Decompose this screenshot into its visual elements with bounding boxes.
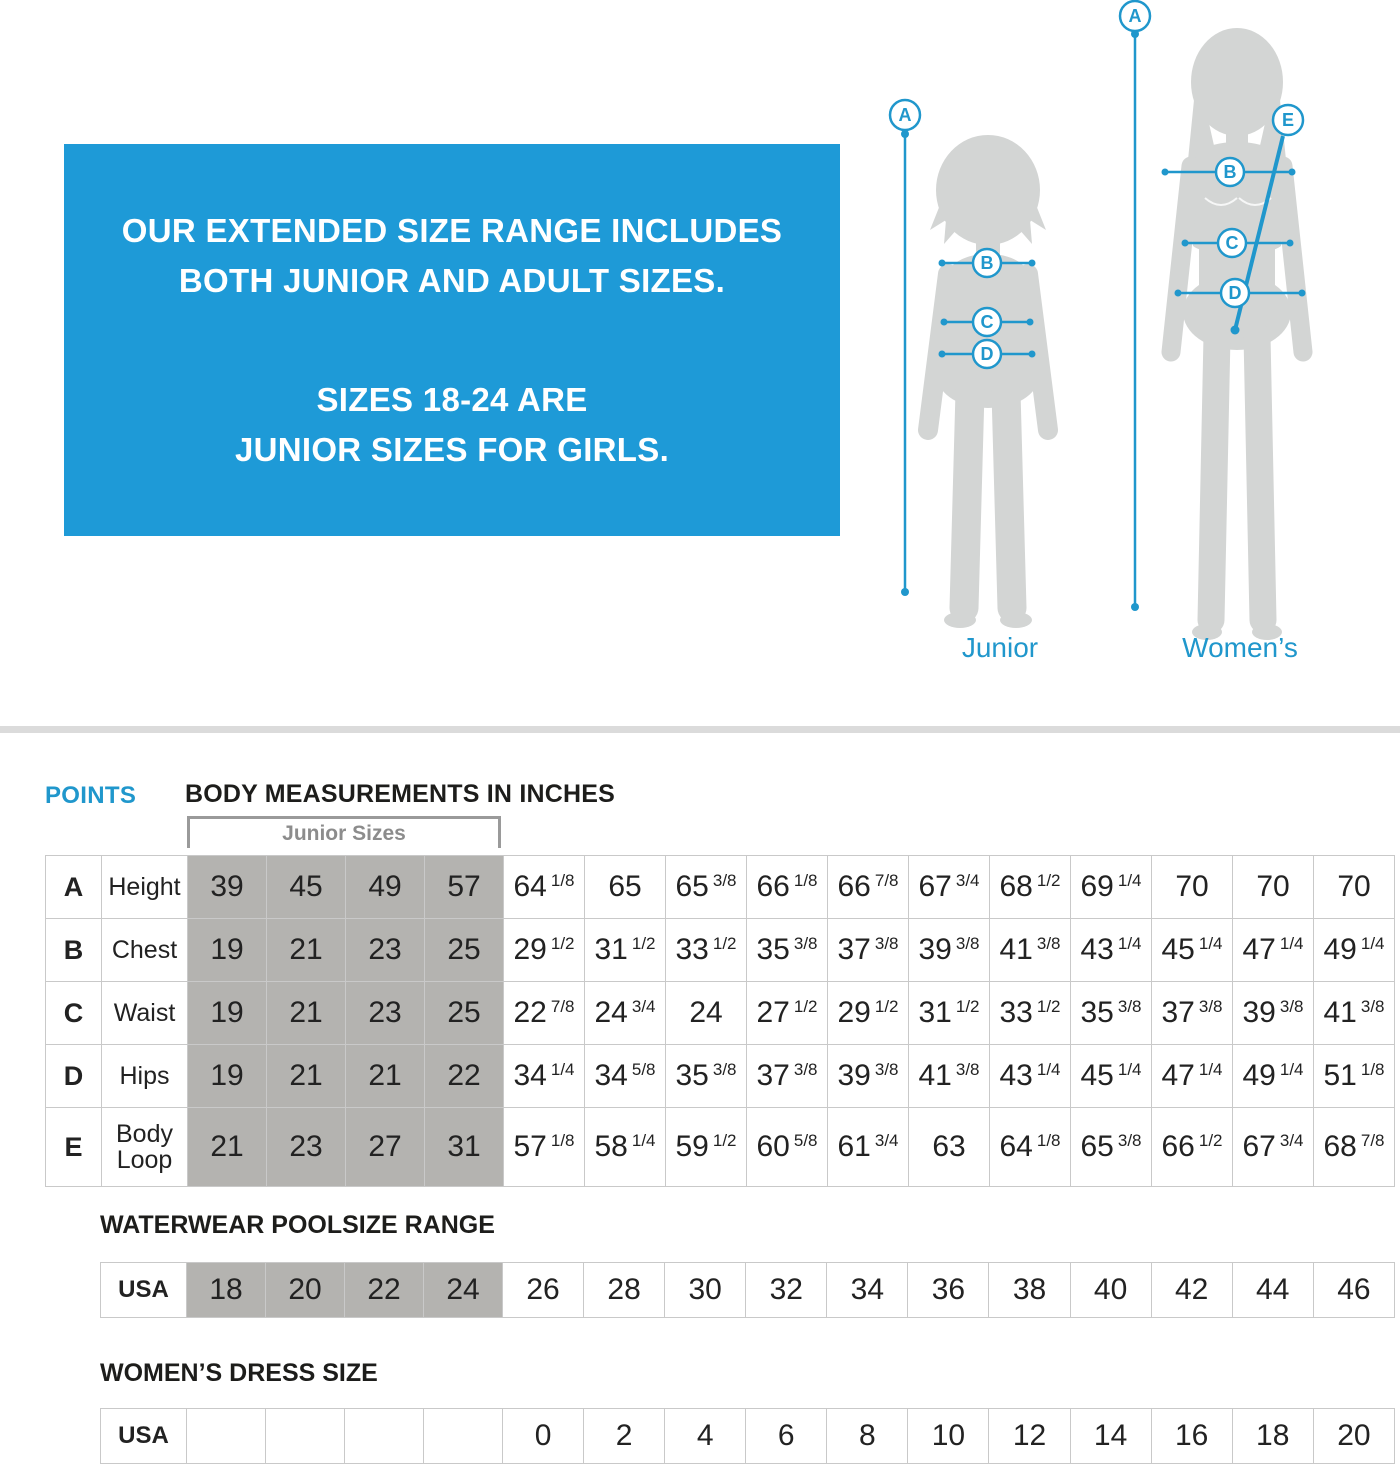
adult-value-cell: 43 $^{1/4}$ bbox=[990, 1045, 1071, 1108]
adult-size-cell: 14 bbox=[1070, 1409, 1151, 1464]
table-row bbox=[46, 1045, 1395, 1108]
point-letter: C bbox=[46, 982, 102, 1045]
dress-size-table bbox=[100, 1408, 1395, 1464]
junior-value-cell: 23 bbox=[346, 919, 425, 982]
adult-value-cell: 49 $^{1/4}$ bbox=[1314, 919, 1395, 982]
adult-size-cell: 20 bbox=[1313, 1409, 1394, 1464]
adult-value-cell: 39 $^{3/8}$ bbox=[1233, 982, 1314, 1045]
junior-figure-diagram bbox=[880, 10, 1120, 650]
poolsize-heading: WATERWEAR POOLSIZE RANGE bbox=[100, 1211, 495, 1239]
adult-value-cell: 37 $^{3/8}$ bbox=[747, 1045, 828, 1108]
adult-value-cell: 35 $^{3/8}$ bbox=[747, 919, 828, 982]
adult-value-cell: 69 $^{1/4}$ bbox=[1071, 856, 1152, 919]
adult-value-cell: 66 $^{1/8}$ bbox=[747, 856, 828, 919]
adult-size-cell: 10 bbox=[908, 1409, 989, 1464]
adult-size-cell: 28 bbox=[584, 1263, 665, 1318]
adult-value-cell: 65 $^{3/8}$ bbox=[666, 856, 747, 919]
adult-size-cell: 18 bbox=[1232, 1409, 1313, 1464]
adult-size-cell: 30 bbox=[665, 1263, 746, 1318]
adult-value-cell: 66 $^{7/8}$ bbox=[828, 856, 909, 919]
junior-size-cell: 20 bbox=[266, 1263, 345, 1318]
adult-value-cell: 29 $^{1/2}$ bbox=[504, 919, 585, 982]
adult-size-cell: 6 bbox=[746, 1409, 827, 1464]
adult-size-cell: 42 bbox=[1151, 1263, 1232, 1318]
point-label: Body Loop bbox=[102, 1108, 188, 1187]
junior-value-cell: 21 bbox=[267, 919, 346, 982]
junior-sizes-label: Junior Sizes bbox=[282, 821, 406, 845]
point-d-letter: D bbox=[1228, 283, 1242, 303]
adult-value-cell: 41 $^{3/8}$ bbox=[990, 919, 1071, 982]
points-heading: POINTS bbox=[45, 782, 137, 809]
junior-value-cell: 23 bbox=[267, 1108, 346, 1187]
junior-value-cell: 31 bbox=[425, 1108, 504, 1187]
adult-size-cell: 40 bbox=[1070, 1263, 1151, 1318]
junior-value-cell: 21 bbox=[267, 982, 346, 1045]
point-b-letter: B bbox=[980, 253, 994, 273]
junior-value-cell: 23 bbox=[346, 982, 425, 1045]
adult-size-cell: 16 bbox=[1151, 1409, 1232, 1464]
junior-value-cell: 39 bbox=[188, 856, 267, 919]
adult-value-cell: 29 $^{1/2}$ bbox=[828, 982, 909, 1045]
adult-value-cell: 70 bbox=[1233, 856, 1314, 919]
junior-size-cell: 22 bbox=[345, 1263, 424, 1318]
adult-value-cell: 37 $^{3/8}$ bbox=[828, 919, 909, 982]
adult-value-cell: 63 bbox=[909, 1108, 990, 1187]
junior-value-cell: 21 bbox=[188, 1108, 267, 1187]
adult-size-cell: 2 bbox=[584, 1409, 665, 1464]
row-label-cell: USA bbox=[101, 1263, 187, 1318]
section-divider bbox=[0, 726, 1400, 733]
adult-value-cell: 66 $^{1/2}$ bbox=[1152, 1108, 1233, 1187]
adult-size-cell: 38 bbox=[989, 1263, 1070, 1318]
measurement-table bbox=[45, 855, 1395, 1187]
point-letter: B bbox=[46, 919, 102, 982]
adult-size-cell: 34 bbox=[827, 1263, 908, 1318]
adult-size-cell: 26 bbox=[503, 1263, 584, 1318]
junior-size-cell bbox=[187, 1409, 266, 1464]
adult-value-cell: 61 $^{3/4}$ bbox=[828, 1108, 909, 1187]
junior-size-cell: 18 bbox=[187, 1263, 266, 1318]
adult-value-cell: 35 $^{3/8}$ bbox=[1071, 982, 1152, 1045]
point-label: Height bbox=[102, 856, 188, 919]
body-measurements-heading: BODY MEASUREMENTS IN INCHES bbox=[185, 780, 615, 808]
junior-size-cell bbox=[266, 1409, 345, 1464]
adult-value-cell: 24 $^{3/4}$ bbox=[585, 982, 666, 1045]
adult-size-cell: 4 bbox=[665, 1409, 746, 1464]
adult-value-cell: 67 $^{3/4}$ bbox=[909, 856, 990, 919]
junior-silhouette bbox=[928, 135, 1048, 628]
table-row bbox=[46, 919, 1395, 982]
adult-value-cell: 34 $^{1/4}$ bbox=[504, 1045, 585, 1108]
adult-value-cell: 45 $^{1/4}$ bbox=[1152, 919, 1233, 982]
junior-size-cell bbox=[424, 1409, 503, 1464]
point-a-letter: A bbox=[1128, 6, 1142, 26]
point-d-letter: D bbox=[980, 344, 994, 364]
adult-value-cell: 39 $^{3/8}$ bbox=[909, 919, 990, 982]
adult-value-cell: 70 bbox=[1152, 856, 1233, 919]
point-letter: E bbox=[46, 1108, 102, 1187]
adult-value-cell: 67 $^{3/4}$ bbox=[1233, 1108, 1314, 1187]
adult-value-cell: 33 $^{1/2}$ bbox=[990, 982, 1071, 1045]
point-letter: A bbox=[46, 856, 102, 919]
adult-value-cell: 41 $^{3/8}$ bbox=[909, 1045, 990, 1108]
adult-value-cell: 47 $^{1/4}$ bbox=[1152, 1045, 1233, 1108]
adult-value-cell: 43 $^{1/4}$ bbox=[1071, 919, 1152, 982]
junior-value-cell: 25 bbox=[425, 919, 504, 982]
junior-value-cell: 21 bbox=[267, 1045, 346, 1108]
junior-value-cell: 22 bbox=[425, 1045, 504, 1108]
poolsize-row bbox=[101, 1263, 1395, 1318]
adult-value-cell: 47 $^{1/4}$ bbox=[1233, 919, 1314, 982]
junior-value-cell: 19 bbox=[188, 982, 267, 1045]
adult-value-cell: 58 $^{1/4}$ bbox=[585, 1108, 666, 1187]
dress-size-heading: WOMEN’S DRESS SIZE bbox=[100, 1359, 378, 1387]
adult-value-cell: 35 $^{3/8}$ bbox=[666, 1045, 747, 1108]
junior-value-cell: 49 bbox=[346, 856, 425, 919]
info-banner bbox=[64, 144, 840, 536]
banner-line: OUR EXTENDED SIZE RANGE INCLUDES bbox=[121, 212, 783, 249]
junior-value-cell: 57 bbox=[425, 856, 504, 919]
banner-line: BOTH JUNIOR AND ADULT SIZES. bbox=[178, 261, 726, 299]
adult-value-cell: 31 $^{1/2}$ bbox=[909, 982, 990, 1045]
junior-size-cell: 24 bbox=[424, 1263, 503, 1318]
junior-size-cell bbox=[345, 1409, 424, 1464]
point-label: Chest bbox=[102, 919, 188, 982]
junior-value-cell: 19 bbox=[188, 1045, 267, 1108]
adult-value-cell: 45 $^{1/4}$ bbox=[1071, 1045, 1152, 1108]
adult-value-cell: 51 $^{1/8}$ bbox=[1314, 1045, 1395, 1108]
adult-value-cell: 65 $^{3/8}$ bbox=[1071, 1108, 1152, 1187]
row-label-cell: USA bbox=[101, 1409, 187, 1464]
adult-value-cell: 22 $^{7/8}$ bbox=[504, 982, 585, 1045]
adult-size-cell: 36 bbox=[908, 1263, 989, 1318]
table-row bbox=[46, 982, 1395, 1045]
adult-size-cell: 12 bbox=[989, 1409, 1070, 1464]
adult-value-cell: 57 $^{1/8}$ bbox=[504, 1108, 585, 1187]
adult-size-cell: 8 bbox=[827, 1409, 908, 1464]
adult-value-cell: 49 $^{1/4}$ bbox=[1233, 1045, 1314, 1108]
junior-value-cell: 25 bbox=[425, 982, 504, 1045]
womens-figure-diagram bbox=[1105, 0, 1375, 650]
junior-value-cell: 19 bbox=[188, 919, 267, 982]
adult-value-cell: 41 $^{3/8}$ bbox=[1314, 982, 1395, 1045]
point-label: Waist bbox=[102, 982, 188, 1045]
womens-measure-height-a bbox=[1120, 1, 1150, 611]
adult-value-cell: 31 $^{1/2}$ bbox=[585, 919, 666, 982]
adult-value-cell: 65 bbox=[585, 856, 666, 919]
adult-value-cell: 27 $^{1/2}$ bbox=[747, 982, 828, 1045]
junior-value-cell: 27 bbox=[346, 1108, 425, 1187]
table-row bbox=[46, 1108, 1395, 1187]
adult-value-cell: 34 $^{5/8}$ bbox=[585, 1045, 666, 1108]
adult-value-cell: 68 $^{1/2}$ bbox=[990, 856, 1071, 919]
point-letter: D bbox=[46, 1045, 102, 1108]
measurement-table-body bbox=[46, 856, 1395, 1187]
adult-value-cell: 37 $^{3/8}$ bbox=[1152, 982, 1233, 1045]
point-a-letter: A bbox=[898, 105, 912, 125]
junior-value-cell: 21 bbox=[346, 1045, 425, 1108]
junior-sizes-bracket bbox=[187, 816, 501, 848]
banner-line: SIZES 18-24 ARE bbox=[316, 381, 588, 418]
adult-value-cell: 64 $^{1/8}$ bbox=[504, 856, 585, 919]
dress-size-row bbox=[101, 1409, 1395, 1464]
adult-value-cell: 39 $^{3/8}$ bbox=[828, 1045, 909, 1108]
junior-measure-height-a bbox=[890, 100, 920, 596]
point-b-letter: B bbox=[1223, 162, 1237, 182]
adult-value-cell: 70 bbox=[1314, 856, 1395, 919]
adult-value-cell: 33 $^{1/2}$ bbox=[666, 919, 747, 982]
table-row bbox=[46, 856, 1395, 919]
point-c-letter: C bbox=[980, 312, 994, 332]
junior-figure-label: Junior bbox=[961, 632, 1039, 663]
adult-value-cell: 68 $^{7/8}$ bbox=[1314, 1108, 1395, 1187]
point-c-letter: C bbox=[1225, 233, 1239, 253]
poolsize-table bbox=[100, 1262, 1395, 1318]
adult-size-cell: 44 bbox=[1232, 1263, 1313, 1318]
adult-value-cell: 59 $^{1/2}$ bbox=[666, 1108, 747, 1187]
adult-value-cell: 64 $^{1/8}$ bbox=[990, 1108, 1071, 1187]
adult-value-cell: 24 bbox=[666, 982, 747, 1045]
womens-figure-label: Women’s bbox=[1182, 632, 1298, 663]
junior-value-cell: 45 bbox=[267, 856, 346, 919]
adult-value-cell: 60 $^{5/8}$ bbox=[747, 1108, 828, 1187]
adult-size-cell: 32 bbox=[746, 1263, 827, 1318]
point-e-letter: E bbox=[1281, 110, 1295, 130]
adult-size-cell: 46 bbox=[1313, 1263, 1394, 1318]
adult-size-cell: 0 bbox=[503, 1409, 584, 1464]
banner-line: JUNIOR SIZES FOR GIRLS. bbox=[234, 430, 670, 468]
point-label: Hips bbox=[102, 1045, 188, 1108]
